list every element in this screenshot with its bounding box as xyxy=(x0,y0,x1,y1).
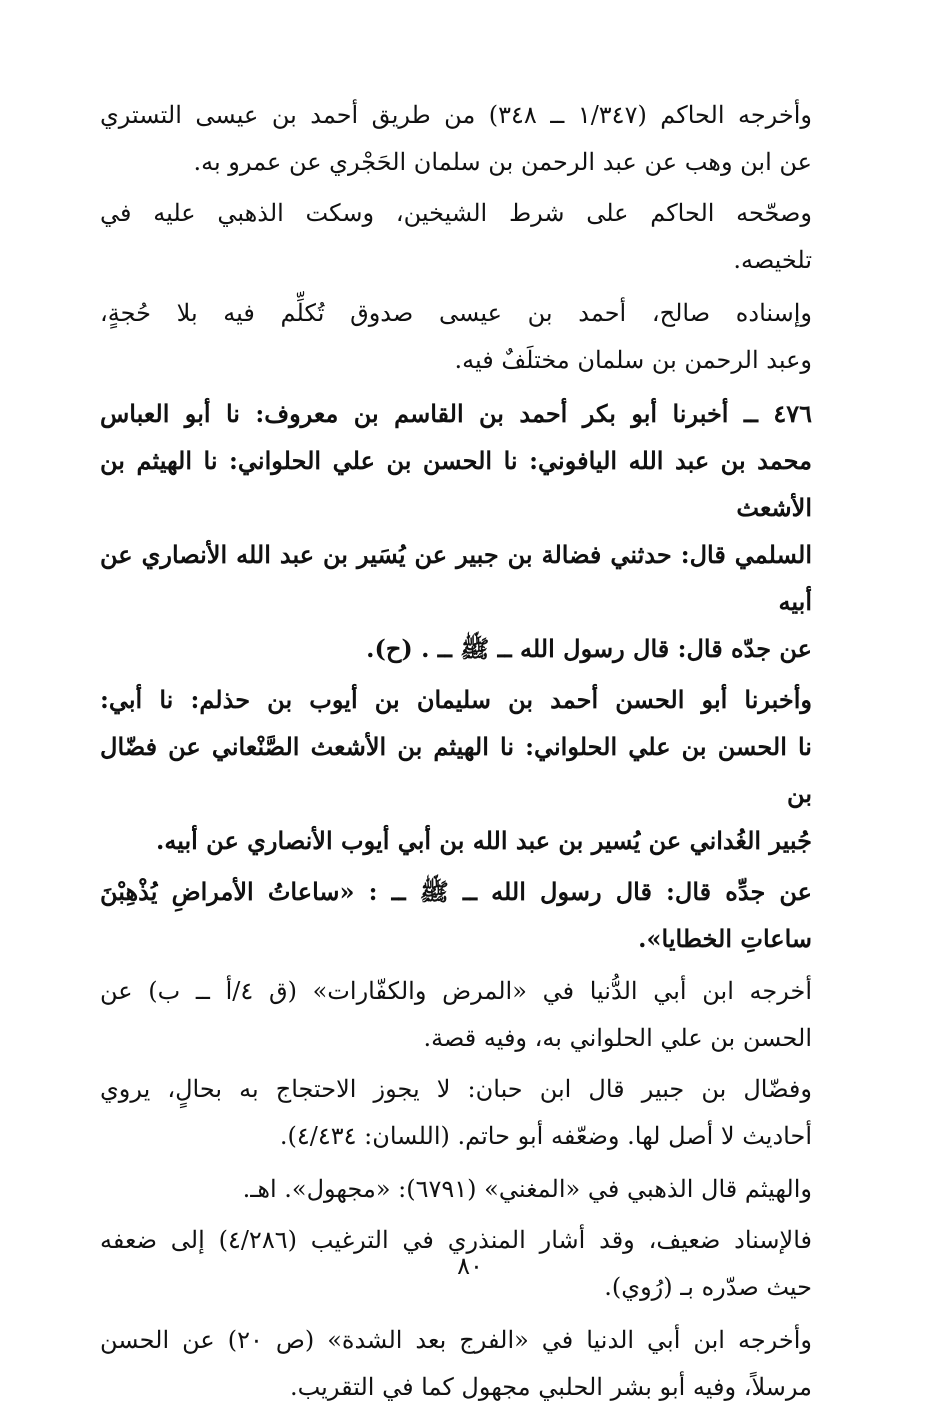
paragraph xyxy=(100,1066,812,1160)
paragraph xyxy=(100,676,812,864)
text-line: حيث صدّره بـ (رُوي). xyxy=(604,1273,812,1301)
text-line: وصحّحه الحاكم على شرط الشيخين، وسكت الذهبي عليه في xyxy=(100,199,812,227)
paragraph xyxy=(100,1317,812,1411)
text-line: وأخرجه ابن أبي الدنيا في «الفرج بعد الشدة» (ص ٢٠) عن الحسن xyxy=(100,1326,812,1354)
text-line: وعبد الرحمن بن سلمان مختلَفٌ فيه. xyxy=(454,346,812,374)
text-line: فالإسناد ضعيف، وقد أشار المنذري في الترغيب (٤/٢٨٦) إلى ضعفه xyxy=(100,1226,812,1254)
text-line: عن ابن وهب عن عبد الرحمن بن سلمان الحَجْري عن عمرو به. xyxy=(193,148,812,176)
text-line: السلمي قال: حدثني فضالة بن جبير عن يُسَير بن عبد الله الأنصاري عن أبيه xyxy=(100,540,812,616)
text-line: ساعاتِ الخطايا». xyxy=(638,924,812,953)
text-line: ٤٧٦ ــ أخبرنا أبو بكر أحمد بن القاسم بن معروف: نا أبو العباس xyxy=(100,399,812,428)
text-line: محمد بن عبد الله اليافوني: نا الحسن بن علي الحلواني: نا الهيثم بن الأشعث xyxy=(100,446,812,522)
page-number: ٨٠ xyxy=(457,1252,483,1280)
text-line: جُبير الغُداني عن يُسير بن عبد الله بن أبي أيوب الأنصاري عن أبيه. xyxy=(156,826,812,855)
text-line: أحاديث لا أصل لها. وضعّفه أبو حاتم. (اللسان: ٤/٤٣٤). xyxy=(279,1122,812,1150)
paragraph xyxy=(100,868,812,962)
text-line: وإسناده صالح، أحمد بن عيسى صدوق تُكلِّم فيه بلا حُجةٍ، xyxy=(100,299,812,327)
text-line: وفضّال بن جبير قال ابن حبان: لا يجوز الاحتجاج به بحالٍ، يروي xyxy=(100,1075,812,1103)
paragraph xyxy=(100,190,812,284)
text-line: والهيثم قال الذهبي في «المغني» (٦٧٩١): «مجهول». اهـ. xyxy=(242,1175,812,1203)
text-line: تلخيصه. xyxy=(733,246,812,274)
paragraph xyxy=(100,290,812,384)
paragraph xyxy=(100,968,812,1062)
text-line: وأخبرنا أبو الحسن أحمد بن سليمان بن أيوب بن حذلم: نا أبي: xyxy=(100,685,812,714)
body-text xyxy=(100,92,812,1411)
text-line: عن جدّه قال: قال رسول الله ــ ﷺ ــ . (ح). xyxy=(366,634,812,663)
text-line: مرسلاً، وفيه أبو بشر الحلبي مجهول كما في التقريب. xyxy=(289,1373,812,1401)
paragraph xyxy=(100,1166,812,1213)
text-line: نا الحسن بن علي الحلواني: نا الهيثم بن الأشعث الصَّنْعاني عن فضّال بن xyxy=(100,732,812,808)
text-line: أخرجه ابن أبي الدُّنيا في «المرض والكفّارات» (ق ٤/أ ــ ب) عن xyxy=(100,977,812,1005)
paragraph xyxy=(100,92,812,186)
paragraph xyxy=(100,390,812,672)
text-line: الحسن بن علي الحلواني به، وفيه قصة. xyxy=(423,1024,812,1052)
text-line: وأخرجه الحاكم (١/٣٤٧ ــ ٣٤٨) من طريق أحمد بن عيسى التستري xyxy=(100,101,812,129)
text-line: عن جدِّه قال: قال رسول الله ــ ﷺ ــ : «ساعاتُ الأمراضِ يُذْهِبْنَ xyxy=(100,877,812,906)
